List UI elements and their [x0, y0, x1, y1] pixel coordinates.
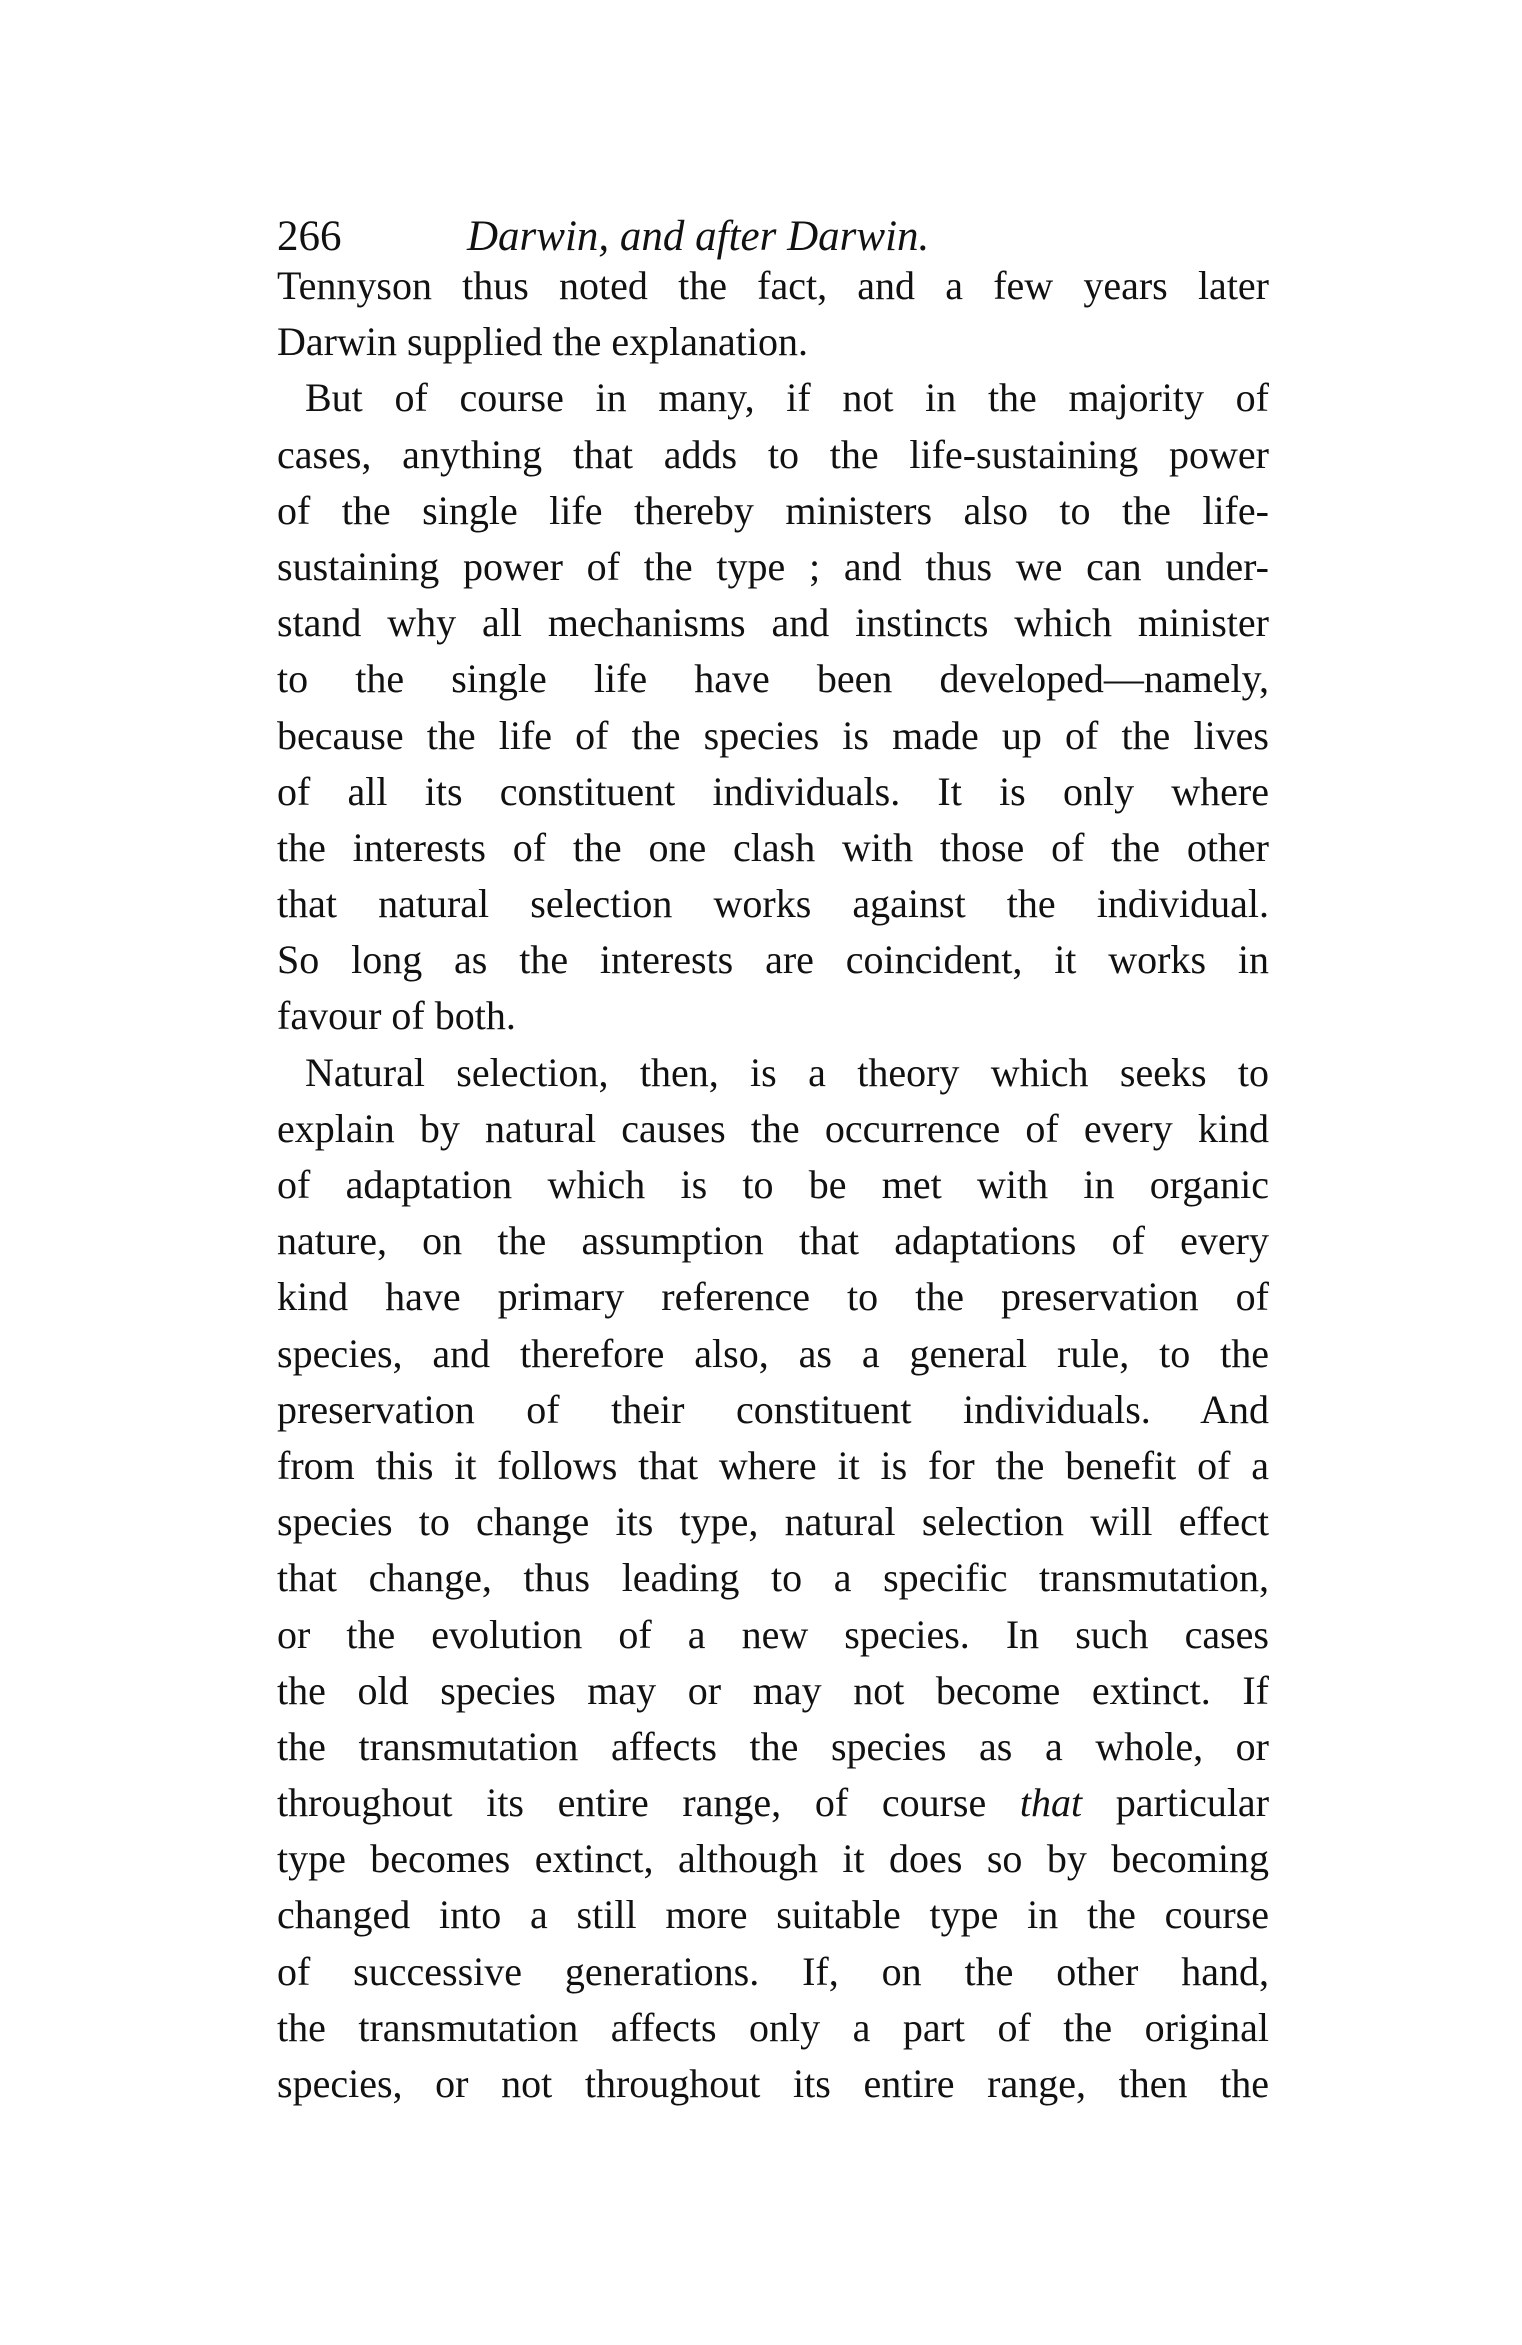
- text-line: that natural selection works against the individual.: [277, 881, 1269, 927]
- text-line: species to change its type, natural selection will effect: [277, 1499, 1269, 1545]
- text-line: from this it follows that where it is for the benefit of a: [277, 1442, 1269, 1488]
- text-line: Darwin supplied the explanation.: [277, 319, 808, 365]
- running-header: [277, 212, 1277, 262]
- text-line: cases, anything that adds to the life-sustaining power: [277, 431, 1269, 477]
- text-line: nature, on the assumption that adaptations of every: [277, 1218, 1269, 1264]
- text-line: of all its constituent individuals. It is only where: [277, 768, 1269, 814]
- text-line-with-emphasis: [277, 1775, 1269, 1831]
- text-line: changed into a still more suitable type in the course: [277, 1892, 1269, 1938]
- text-line: because the life of the species is made up of the lives: [277, 712, 1269, 758]
- text-line: explain by natural causes the occurrence of every kind: [277, 1105, 1269, 1151]
- text-line: sustaining power of the type ; and thus we can under-: [277, 543, 1269, 589]
- text-line: species, and therefore also, as a general rule, to the: [277, 1330, 1269, 1376]
- text-segment: particular: [1115, 1780, 1270, 1826]
- text-line: Tennyson thus noted the fact, and a few years later: [277, 263, 1269, 308]
- text-line: preservation of their constituent individuals. And: [277, 1386, 1269, 1432]
- text-line: species, or not throughout its entire range, then the: [277, 2061, 1269, 2106]
- text-line: of successive generations. If, on the other hand,: [277, 1948, 1269, 1994]
- text-line: the interests of the one clash with those of the other: [277, 824, 1269, 870]
- text-line: the old species may or may not become extinct. If: [277, 1667, 1269, 1713]
- text-line: So long as the interests are coincident, it works in: [277, 937, 1269, 983]
- text-line: the transmutation affects the species as a whole, or: [277, 1723, 1269, 1769]
- text-line: the transmutation affects only a part of the original: [277, 2004, 1269, 2050]
- page-number: 266: [277, 213, 342, 260]
- text-line: that change, thus leading to a specific transmutation,: [277, 1555, 1269, 1601]
- text-line: stand why all mechanisms and instincts which minister: [277, 600, 1269, 646]
- text-line: favour of both.: [277, 993, 516, 1039]
- text-segment: throughout its entire range, of course: [277, 1780, 987, 1826]
- text-line: to the single life have been developed—namely,: [277, 656, 1269, 702]
- text-line: of the single life thereby ministers also to the life-: [277, 487, 1269, 533]
- text-line: type becomes extinct, although it does so by becoming: [277, 1836, 1269, 1882]
- text-line: or the evolution of a new species. In such cases: [277, 1611, 1269, 1657]
- text-line: Natural selection, then, is a theory which seeks to: [305, 1049, 1269, 1095]
- text-line: kind have primary reference to the preservation of: [277, 1274, 1269, 1320]
- emphasis-word: that: [1019, 1780, 1083, 1826]
- page-body: [277, 258, 1269, 2112]
- text-line: But of course in many, if not in the majority of: [305, 375, 1269, 421]
- running-title: Darwin, and after Darwin.: [467, 213, 930, 260]
- text-line: of adaptation which is to be met with in organic: [277, 1162, 1269, 1207]
